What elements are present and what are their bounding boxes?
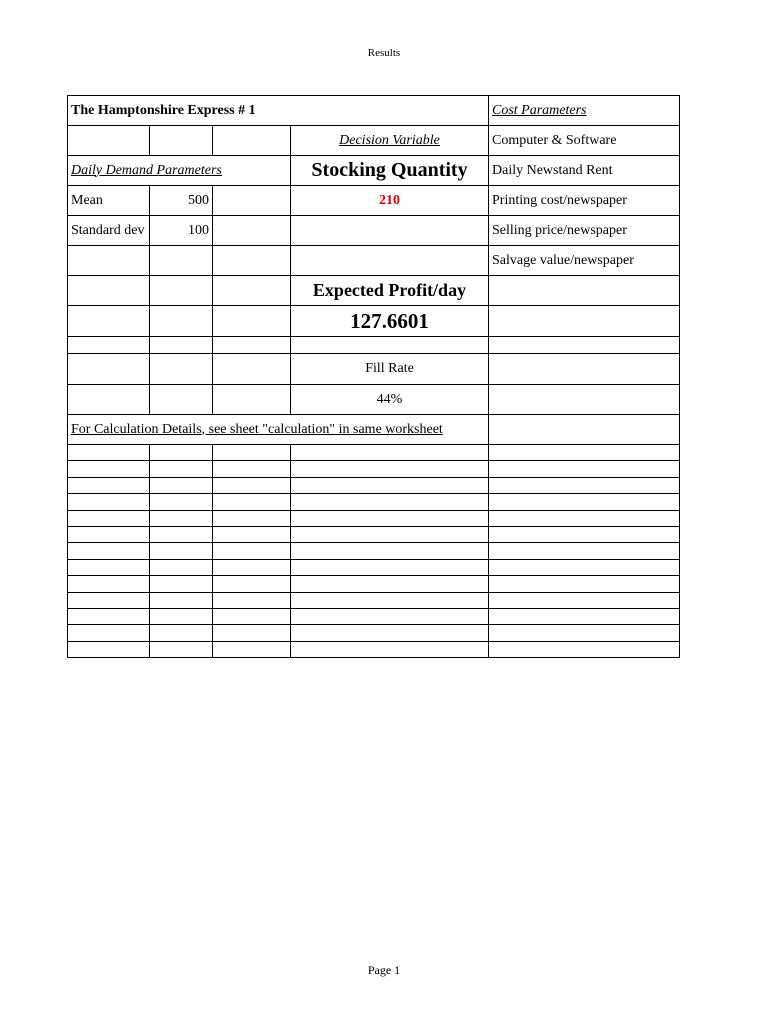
cell[interactable]	[150, 385, 213, 415]
cell[interactable]	[68, 641, 150, 657]
cell[interactable]	[489, 592, 680, 608]
cell[interactable]	[213, 641, 291, 657]
cell[interactable]	[489, 641, 680, 657]
table-row	[68, 186, 680, 216]
cell[interactable]	[68, 543, 150, 559]
cell[interactable]	[213, 608, 291, 624]
cell[interactable]	[291, 461, 489, 477]
table-row	[68, 494, 680, 510]
cell[interactable]	[68, 576, 150, 592]
cell[interactable]	[213, 385, 291, 415]
cell[interactable]	[291, 337, 489, 354]
cell[interactable]	[213, 510, 291, 526]
cell[interactable]	[489, 306, 680, 337]
cell[interactable]	[291, 592, 489, 608]
table-row	[68, 415, 680, 445]
empty-rows	[68, 445, 680, 658]
cost-item-computer: Computer & Software	[489, 126, 680, 156]
cell[interactable]	[150, 126, 213, 156]
cell[interactable]	[68, 246, 150, 276]
table-row	[68, 526, 680, 542]
cell[interactable]	[68, 477, 150, 493]
table-row	[68, 625, 680, 641]
cell[interactable]	[68, 625, 150, 641]
cell[interactable]	[68, 126, 150, 156]
table-row	[68, 559, 680, 575]
table-row	[68, 592, 680, 608]
cell[interactable]	[291, 510, 489, 526]
cell[interactable]	[489, 445, 680, 461]
cell[interactable]	[68, 337, 150, 354]
cell[interactable]	[68, 276, 150, 306]
cell[interactable]	[291, 477, 489, 493]
cell[interactable]	[213, 625, 291, 641]
cell[interactable]	[213, 276, 291, 306]
cell[interactable]	[213, 543, 291, 559]
table-row	[68, 641, 680, 657]
cell[interactable]	[213, 477, 291, 493]
table-row	[68, 126, 680, 156]
cell[interactable]	[150, 510, 213, 526]
stocking-quantity-value[interactable]: 210	[291, 186, 489, 216]
cell[interactable]	[291, 608, 489, 624]
stocking-quantity-label: Stocking Quantity	[291, 156, 489, 186]
std-label: Standard dev	[68, 216, 150, 246]
cell[interactable]	[489, 625, 680, 641]
cell[interactable]	[213, 216, 291, 246]
cell[interactable]	[213, 576, 291, 592]
cell[interactable]	[68, 385, 150, 415]
table-row	[68, 246, 680, 276]
cell[interactable]	[68, 510, 150, 526]
cell[interactable]	[489, 494, 680, 510]
cost-item-printing: Printing cost/newspaper	[489, 186, 680, 216]
cell[interactable]	[213, 337, 291, 354]
cell[interactable]	[68, 526, 150, 542]
table-row	[68, 276, 680, 306]
cell[interactable]	[291, 494, 489, 510]
cell[interactable]	[213, 445, 291, 461]
decision-variable-heading: Decision Variable	[291, 126, 489, 156]
expected-profit-label: Expected Profit/day	[291, 276, 489, 306]
cost-item-rent: Daily Newstand Rent	[489, 156, 680, 186]
table-row	[68, 608, 680, 624]
table-row	[68, 510, 680, 526]
cell[interactable]	[150, 306, 213, 337]
cell[interactable]	[213, 186, 291, 216]
table-row	[68, 156, 680, 186]
table-row	[68, 216, 680, 246]
cell[interactable]	[150, 337, 213, 354]
cell[interactable]	[291, 625, 489, 641]
cell[interactable]	[291, 445, 489, 461]
cell[interactable]	[489, 543, 680, 559]
cell[interactable]	[150, 625, 213, 641]
cell[interactable]	[68, 306, 150, 337]
daily-demand-heading: Daily Demand Parameters	[68, 156, 291, 186]
table-row	[68, 445, 680, 461]
cell[interactable]	[150, 559, 213, 575]
cell[interactable]	[489, 559, 680, 575]
cell[interactable]	[291, 576, 489, 592]
cost-parameters-heading: Cost Parameters	[489, 96, 680, 126]
cell[interactable]	[68, 559, 150, 575]
cost-item-selling: Selling price/newspaper	[489, 216, 680, 246]
cell[interactable]	[213, 461, 291, 477]
std-value[interactable]: 100	[150, 216, 213, 246]
table-row	[68, 337, 680, 354]
cell[interactable]	[150, 641, 213, 657]
fill-rate-value[interactable]: 44%	[291, 385, 489, 415]
cell[interactable]	[68, 461, 150, 477]
cell[interactable]	[213, 354, 291, 385]
cell[interactable]	[489, 608, 680, 624]
cell[interactable]	[68, 354, 150, 385]
cell[interactable]	[150, 576, 213, 592]
cell[interactable]	[489, 415, 680, 445]
cell[interactable]	[150, 445, 213, 461]
cell[interactable]	[489, 461, 680, 477]
cell[interactable]	[150, 526, 213, 542]
table-row	[68, 385, 680, 415]
cell[interactable]	[489, 276, 680, 306]
fill-rate-label: Fill Rate	[291, 354, 489, 385]
cell[interactable]	[489, 477, 680, 493]
cell[interactable]	[489, 385, 680, 415]
table-row	[68, 543, 680, 559]
cell[interactable]	[150, 477, 213, 493]
cell[interactable]	[291, 641, 489, 657]
cell[interactable]	[150, 354, 213, 385]
table-row	[68, 477, 680, 493]
cell[interactable]	[68, 494, 150, 510]
cell[interactable]	[68, 445, 150, 461]
table-row	[68, 461, 680, 477]
cell[interactable]	[291, 216, 489, 246]
cell[interactable]	[291, 526, 489, 542]
cell[interactable]	[489, 510, 680, 526]
cell[interactable]	[68, 592, 150, 608]
cell[interactable]	[213, 246, 291, 276]
expected-profit-value[interactable]: 127.6601	[291, 306, 489, 337]
cell[interactable]	[150, 494, 213, 510]
table-row	[68, 96, 680, 126]
cell[interactable]	[150, 592, 213, 608]
cell[interactable]	[489, 526, 680, 542]
cell[interactable]	[150, 276, 213, 306]
results-table	[67, 95, 680, 658]
cost-item-salvage: Salvage value/newspaper	[489, 246, 680, 276]
page-header: Results	[367, 47, 401, 59]
cell[interactable]	[489, 337, 680, 354]
cell[interactable]	[68, 608, 150, 624]
table-row	[68, 306, 680, 337]
cell[interactable]	[291, 543, 489, 559]
cell[interactable]	[150, 608, 213, 624]
cell[interactable]	[291, 559, 489, 575]
cell[interactable]	[213, 526, 291, 542]
mean-value[interactable]: 500	[150, 186, 213, 216]
table-row	[68, 354, 680, 385]
sheet-title: The Hamptonshire Express # 1	[68, 96, 489, 126]
cell[interactable]	[213, 306, 291, 337]
cell[interactable]	[291, 246, 489, 276]
cell[interactable]	[213, 126, 291, 156]
page-footer: Page 1	[367, 963, 401, 977]
cell[interactable]	[213, 559, 291, 575]
cell[interactable]	[489, 576, 680, 592]
cell[interactable]	[150, 246, 213, 276]
table-row	[68, 576, 680, 592]
cell[interactable]	[150, 543, 213, 559]
cell[interactable]	[150, 461, 213, 477]
cell[interactable]	[213, 494, 291, 510]
cell[interactable]	[489, 354, 680, 385]
mean-label: Mean	[68, 186, 150, 216]
cell[interactable]	[213, 592, 291, 608]
calculation-note: For Calculation Details, see sheet "calculation" in same worksheet	[68, 415, 489, 445]
